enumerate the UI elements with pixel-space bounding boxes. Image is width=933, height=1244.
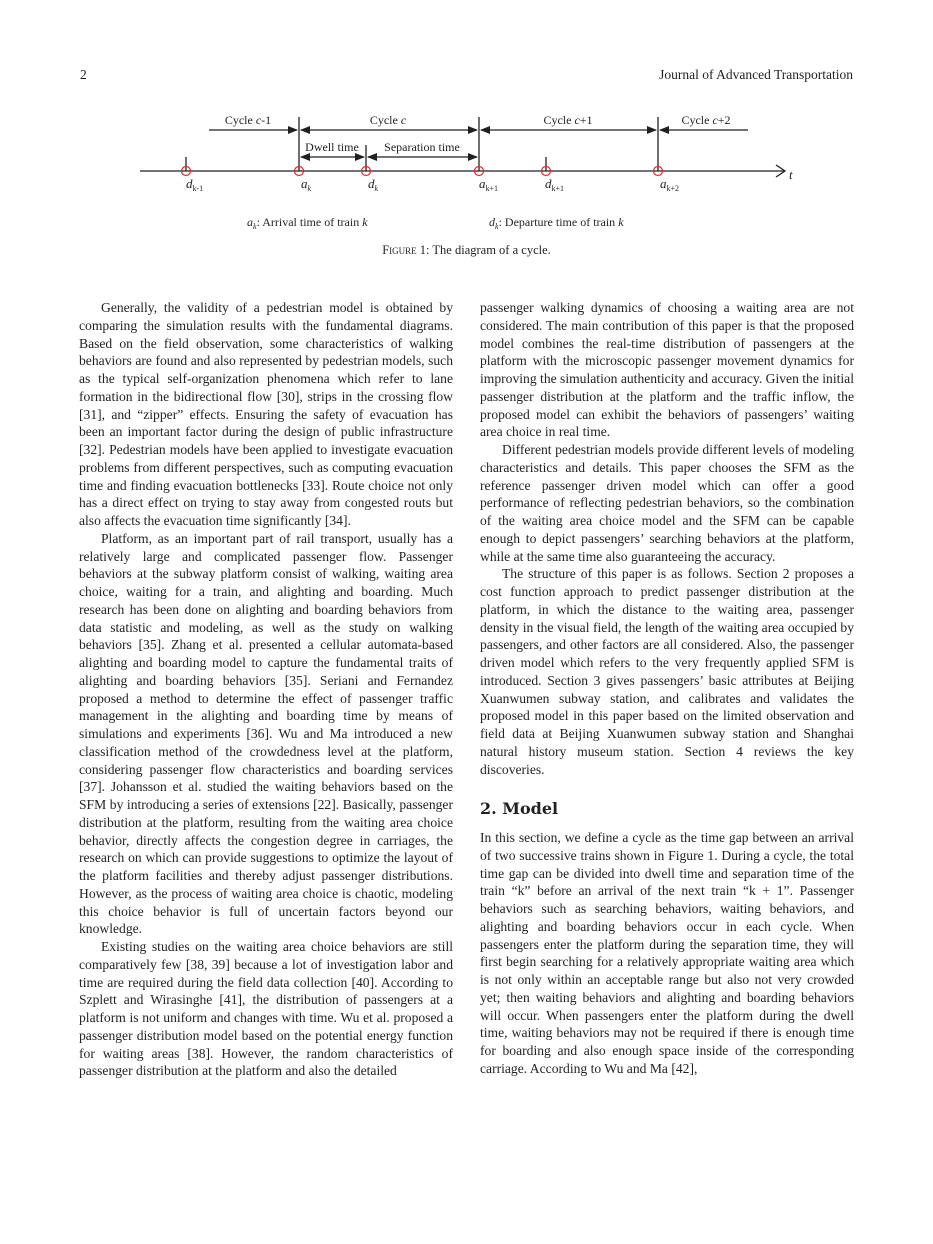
paragraph: Generally, the validity of a pedestrian model is obtained by comparing the simulation results with the fundamental diagrams. Based on the field observation, some characteristics of walking behaviors are found and also represented by pedestrian models, such as the typical self-organization phenomena which refer to lane formation in the bidirectional flow [30], strips in the crossing flow [31], and “zipper” effects. Ensuring the safety of evacuation has been an important factor during the design of public infrastructure [32]. Pedestrian models have been applied to investigate evacuation problems from different perspectives, such as computing evacuation time and finding evacuation bottlenecks [33]. Route choice not only has a direct effect on trying to stay away from congested routs but also affects the evacuation time significantly [34]. [79, 300, 453, 528]
paragraph: The structure of this paper is as follows. Section 2 proposes a cost function approach to predict passenger distribution at the platform, in which the distance to the waiting area, passenger density in the visual field, the length of the waiting area occupied by passengers, and other factors are all considered. Also, the passenger driven model which refers to the very frequently applied SFM is introduced. Section 3 gives passengers’ basic attributes at Beijing Xuanwumen subway station, and calibrates and validates the proposed model in this paper based on the limited observation and field data at Beijing Xuanwumen subway station and Shanghai natural history museum station. Section 4 reviews the key discoveries. [480, 566, 854, 777]
paragraph: Existing studies on the waiting area choice behaviors are still comparatively few [38, 39] because a lot of investigation labor and time are required during the field data collection [40]. According to Szplett and Wirasinghe [41], the distribution of passengers at a platform is not uniform and changes with time. Wu et al. proposed a passenger distribution model based on the potential energy function for waiting areas [38]. However, the random characteristics of passenger distribution at the platform and also the detailed [79, 939, 453, 1079]
figure-caption [0, 243, 933, 258]
point-label: $a_k$ [301, 176, 312, 193]
section-heading: 2. Model [480, 799, 559, 819]
figure-caption-text: : The diagram of a cycle. [426, 243, 551, 257]
paragraph: In this section, we define a cycle as the time gap between an arrival of two successive trains shown in Figure 1. During a cycle, the total time gap can be divided into dwell time and separation time of the train “k” before an arrival of the next train “k + 1”. Passenger behaviors such as searching behaviors, waiting behaviors, and alighting and boarding behaviors occur in each cycle. When passengers enter the platform during the separation time, they will first begin searching for a relatively appropriate waiting area which is not only within an acceptable range but also not very crowded yet; then waiting behaviors and alighting and boarding behaviors will occur. When passengers enter the platform during the dwell time, waiting behaviors may not be required if there is enough time for boarding and also enough space inside of the corresponding carriage. According to Wu and Ma [42], [480, 830, 854, 1076]
cycle-label: Cycle c+1 [543, 113, 593, 127]
point-label: $d_{k-1}$ [186, 176, 204, 193]
right-column [480, 299, 854, 1078]
cycle-label: Cycle c [369, 113, 407, 127]
journal-title: Journal of Advanced Transportation [659, 67, 853, 82]
paragraph: Platform, as an important part of rail transport, usually has a relatively large and complicated passenger flow. Passenger behaviors at the subway platform consist of walking, waiting area choice, waiting for a train, and alighting and boarding. Much research has been done on alighting and boarding behaviors from data statistic and modeling, as well as the study on walking behaviors [35]. Zhang et al. presented a cellular automata-based alighting and boarding model to capture the fundamental traits of alighting and boarding behaviors [35]. Seriani and Fernandez proposed a method to determine the effect of passenger traffic management in the alighting and boarding time by means of simulations and experiments [36]. Wu and Ma introduced a new classification method of the crowdedness level at the platform, considering passenger flow characteristics and boarding services [37]. Johansson et al. studied the waiting behaviors based on the SFM by introducing a series of extensions [22]. Basically, passenger distribution at the platform, resulting from the waiting area choice behavior, directly affects the congestion degree in carriages, the research on which can provide suggestions to optimize the layout of the platform facilities and thereby adjust passenger distributions. However, as the process of waiting area choice is chaotic, modeling this choice behavior is full of uncertain factors beyond our knowledge. [79, 530, 453, 937]
dwell-time-label: Dwell time [305, 140, 359, 154]
point-label: $d_k$ [368, 176, 379, 193]
page-number: 2 [80, 67, 87, 82]
paragraph-continuation: passenger walking dynamics of choosing a waiting area are not considered. The main contribution of this paper is that the proposed model combines the real-time distribution of passengers at the platform with the microscopic passenger movement dynamics for improving the simulation authenticity and accuracy. Given the initial passenger distribution at the platform and the traffic inflow, the proposed model can exhibit the behaviors of passengers’ waiting area choice in real time. [480, 300, 854, 440]
axis-label: t [789, 167, 793, 182]
paragraph: Different pedestrian models provide different levels of modeling characteristics and details. This paper chooses the SFM as the reference passenger driven model which can offer a good performance of reflecting pedestrian behaviors, so the combination of the waiting area choice model and the SFM can be capable enough to depict passengers’ searching behaviors at the platform, while at the same time also guaranteeing the accuracy. [480, 442, 854, 564]
arrival-legend: $a_k$: Arrival time of train k [247, 215, 368, 231]
point-label: $d_{k+1}$ [545, 176, 565, 193]
separation-time-label: Separation time [384, 140, 460, 154]
left-column [79, 299, 453, 1080]
page-header [80, 67, 853, 87]
departure-legend: $d_k$: Departure time of train k [489, 215, 624, 231]
cycle-label: Cycle c+2 [681, 113, 731, 127]
figure-caption-label: Figure 1 [382, 243, 427, 257]
cycle-label: Cycle c-1 [224, 113, 272, 127]
point-label: $a_{k+2}$ [660, 176, 680, 193]
point-label: $a_{k+1}$ [479, 176, 499, 193]
